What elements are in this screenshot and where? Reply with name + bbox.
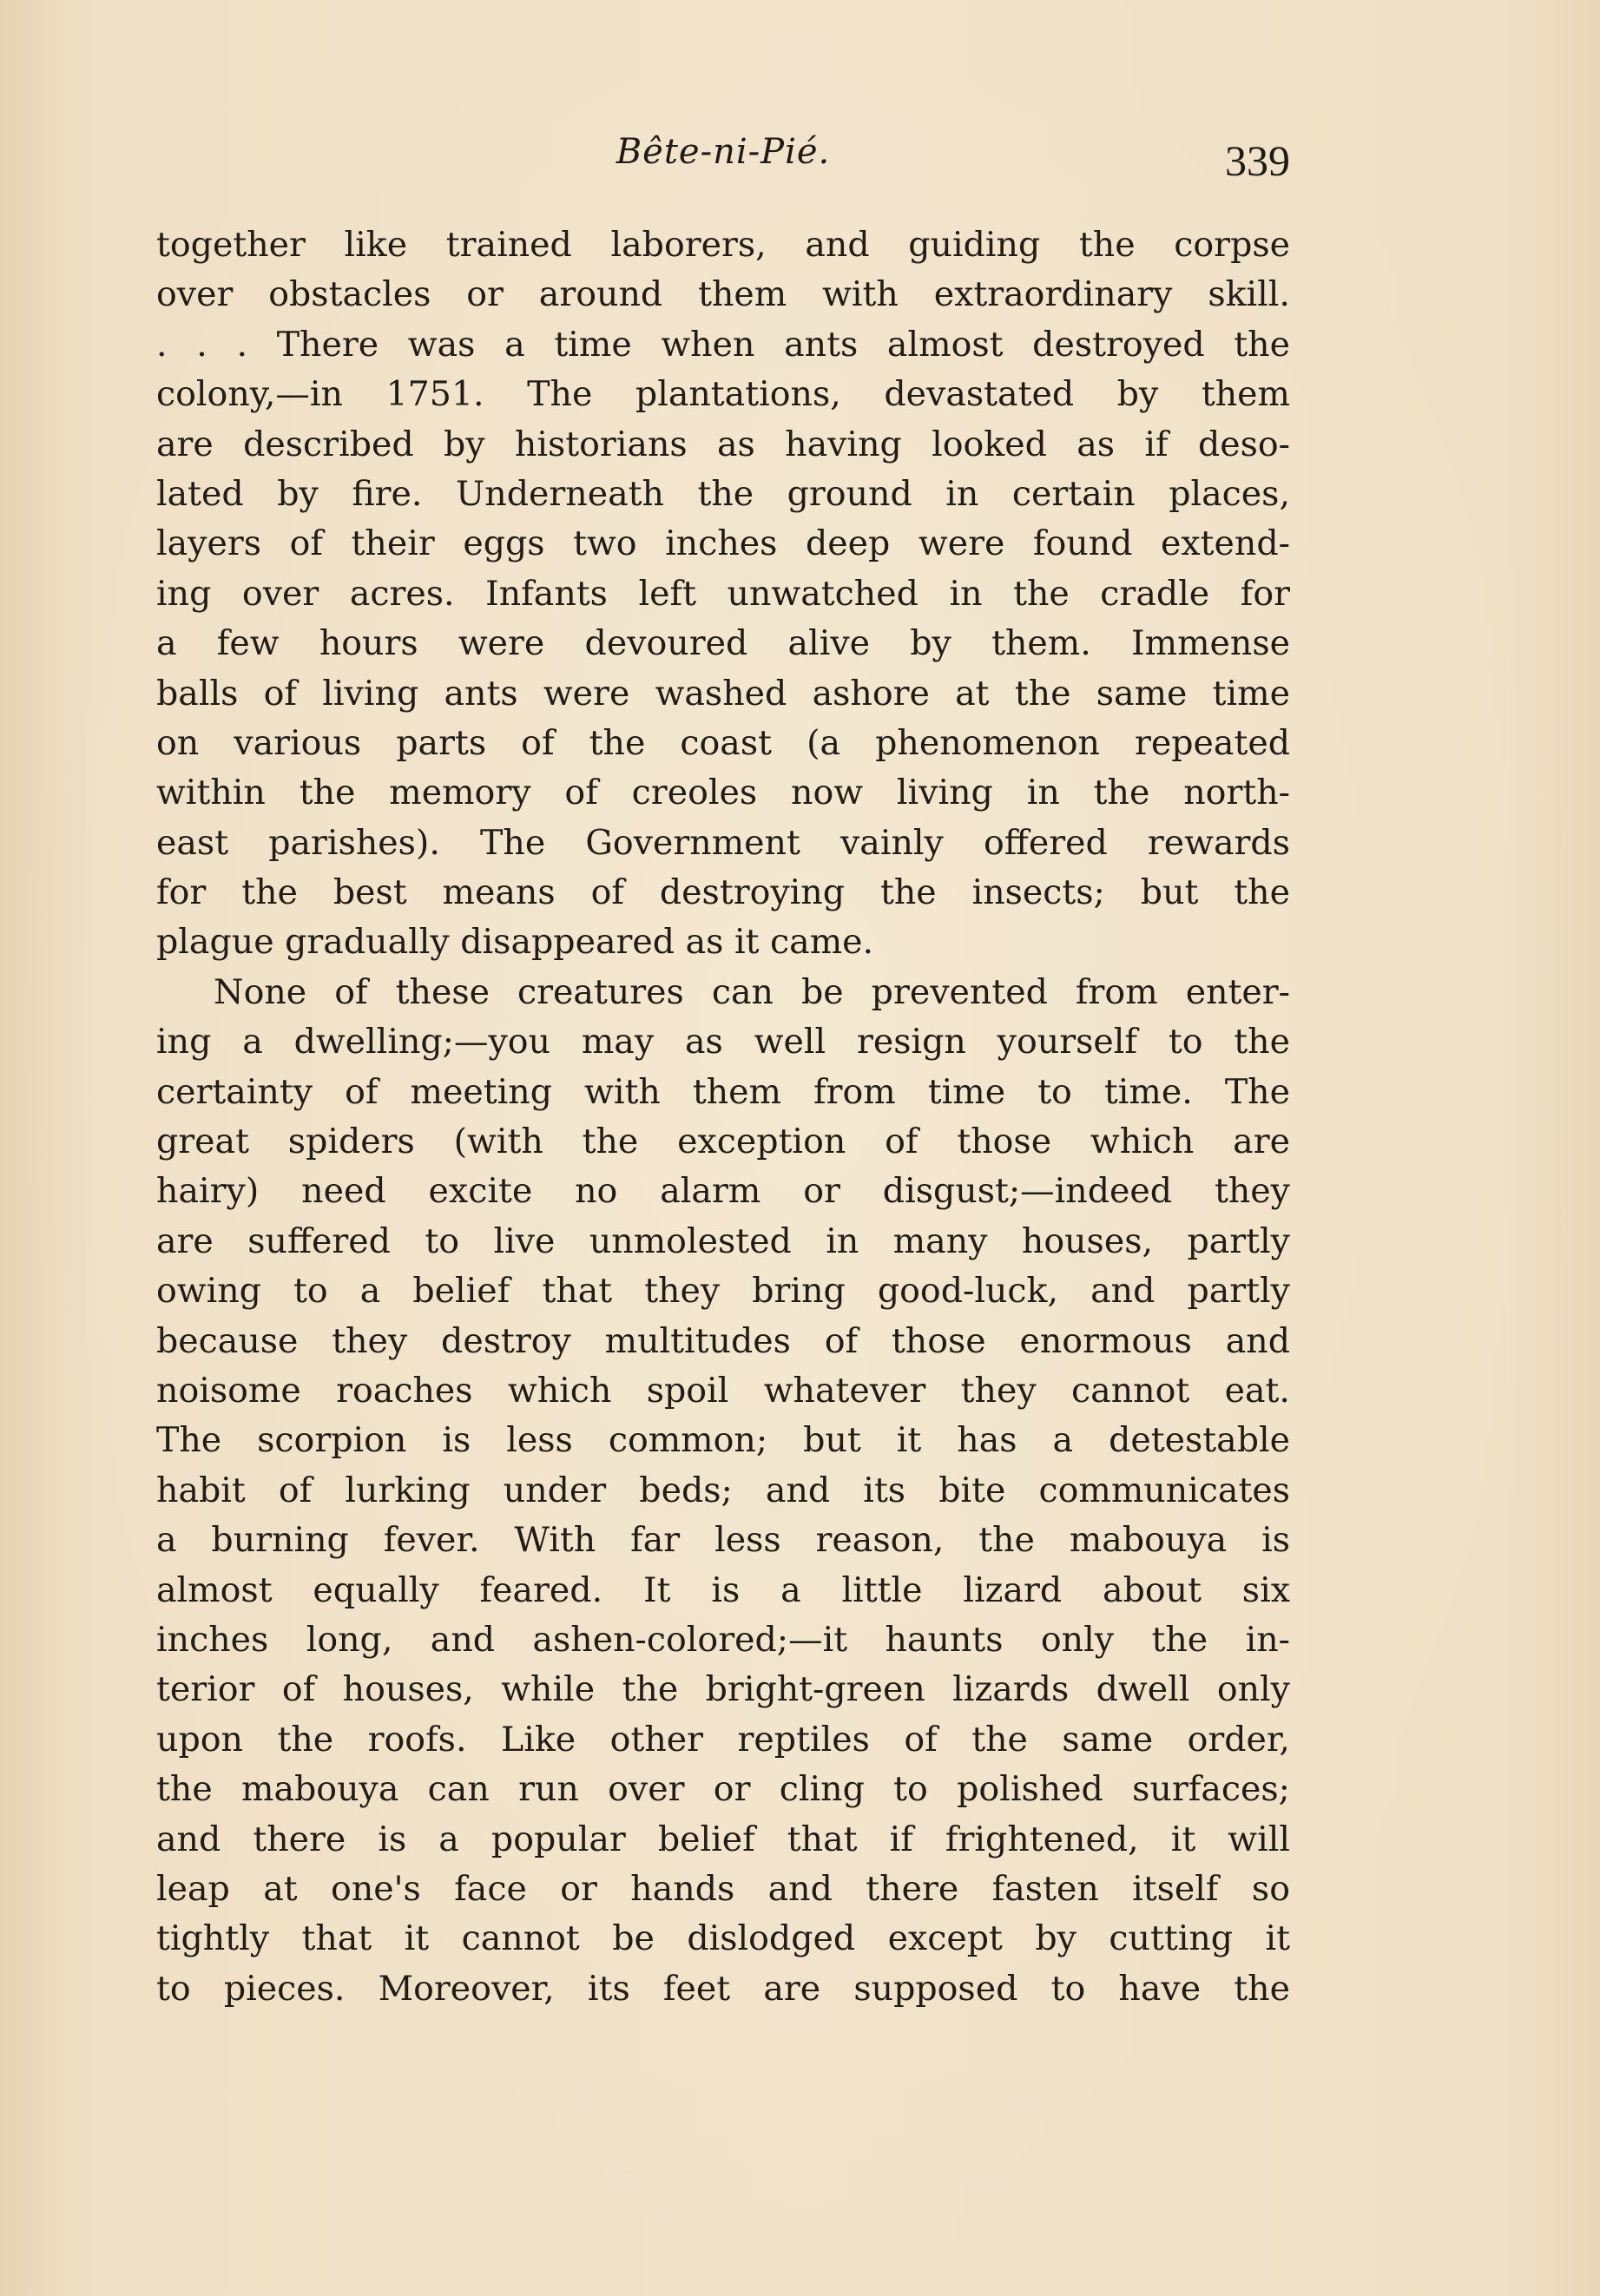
text-line: leap at one's face or hands and there fasten itself so	[156, 1868, 1290, 1909]
body-text	[156, 220, 1290, 2014]
text-line: The scorpion is less common; but it has a detestable	[156, 1420, 1290, 1461]
text-line: the mabouya can run over or cling to polished surfaces;	[156, 1769, 1290, 1810]
text-line: together like trained laborers, and guiding the corpse	[156, 225, 1290, 265]
text-line: lated by fire. Underneath the ground in certain places,	[156, 473, 1290, 514]
text-line: terior of houses, while the bright-green lizards dwell only	[156, 1669, 1290, 1710]
text-line: east parishes). The Government vainly offered rewards	[156, 822, 1290, 863]
running-head	[156, 132, 1290, 193]
text-line: habit of lurking under beds; and its bite communicates	[156, 1470, 1290, 1510]
text-line: and there is a popular belief that if frightened, it will	[156, 1819, 1290, 1859]
text-line: hairy) need excite no alarm or disgust;—indeed they	[156, 1171, 1290, 1212]
text-line: ing over acres. Infants left unwatched in the cradle for	[156, 573, 1290, 614]
text-line: tightly that it cannot be dislodged except by cutting it	[156, 1918, 1290, 1959]
page-number: 339	[1225, 136, 1290, 185]
text-line: are described by historians as having looked as if deso-	[156, 424, 1290, 464]
text-line: certainty of meeting with them from time to time. The	[156, 1071, 1290, 1112]
text-line: balls of living ants were washed ashore at the same time	[156, 673, 1290, 714]
text-line: to pieces. Moreover, its feet are supposed to have the	[156, 1968, 1290, 2009]
text-line: inches long, and ashen-colored;—it haunts only the in-	[156, 1619, 1290, 1660]
text-line: upon the roofs. Like other reptiles of the same order,	[156, 1719, 1290, 1760]
text-line: owing to a belief that they bring good-luck, and partly	[156, 1271, 1290, 1312]
text-line: plague gradually disappeared as it came.	[156, 922, 874, 963]
text-line: because they destroy multitudes of those enormous and	[156, 1320, 1290, 1361]
text-line: almost equally feared. It is a little lizard about six	[156, 1569, 1290, 1610]
text-line: are suffered to live unmolested in many houses, partly	[156, 1220, 1290, 1261]
text-line: a burning fever. With far less reason, the mabouya is	[156, 1520, 1290, 1561]
running-title: Bête-ni-Pié.	[616, 132, 831, 172]
text-line: for the best means of destroying the insects; but the	[156, 872, 1290, 913]
text-line: colony,—in 1751. The plantations, devastated by them	[156, 374, 1290, 415]
text-line: a few hours were devoured alive by them. Immense	[156, 623, 1290, 664]
text-line: within the memory of creoles now living in the north-	[156, 773, 1290, 813]
text-line: great spiders (with the exception of those which are	[156, 1122, 1290, 1162]
text-line: . . . There was a time when ants almost destroyed the	[156, 324, 1290, 365]
text-line: on various parts of the coast (a phenomenon repeated	[156, 722, 1290, 763]
text-line: over obstacles or around them with extraordinary skill.	[156, 274, 1290, 315]
paragraph-start-line: None of these creatures can be prevented from enter-	[214, 971, 1290, 1012]
text-line: noisome roaches which spoil whatever they cannot eat.	[156, 1370, 1290, 1411]
text-line: ing a dwelling;—you may as well resign yourself to the	[156, 1022, 1290, 1062]
text-line: layers of their eggs two inches deep were found extend-	[156, 523, 1290, 564]
